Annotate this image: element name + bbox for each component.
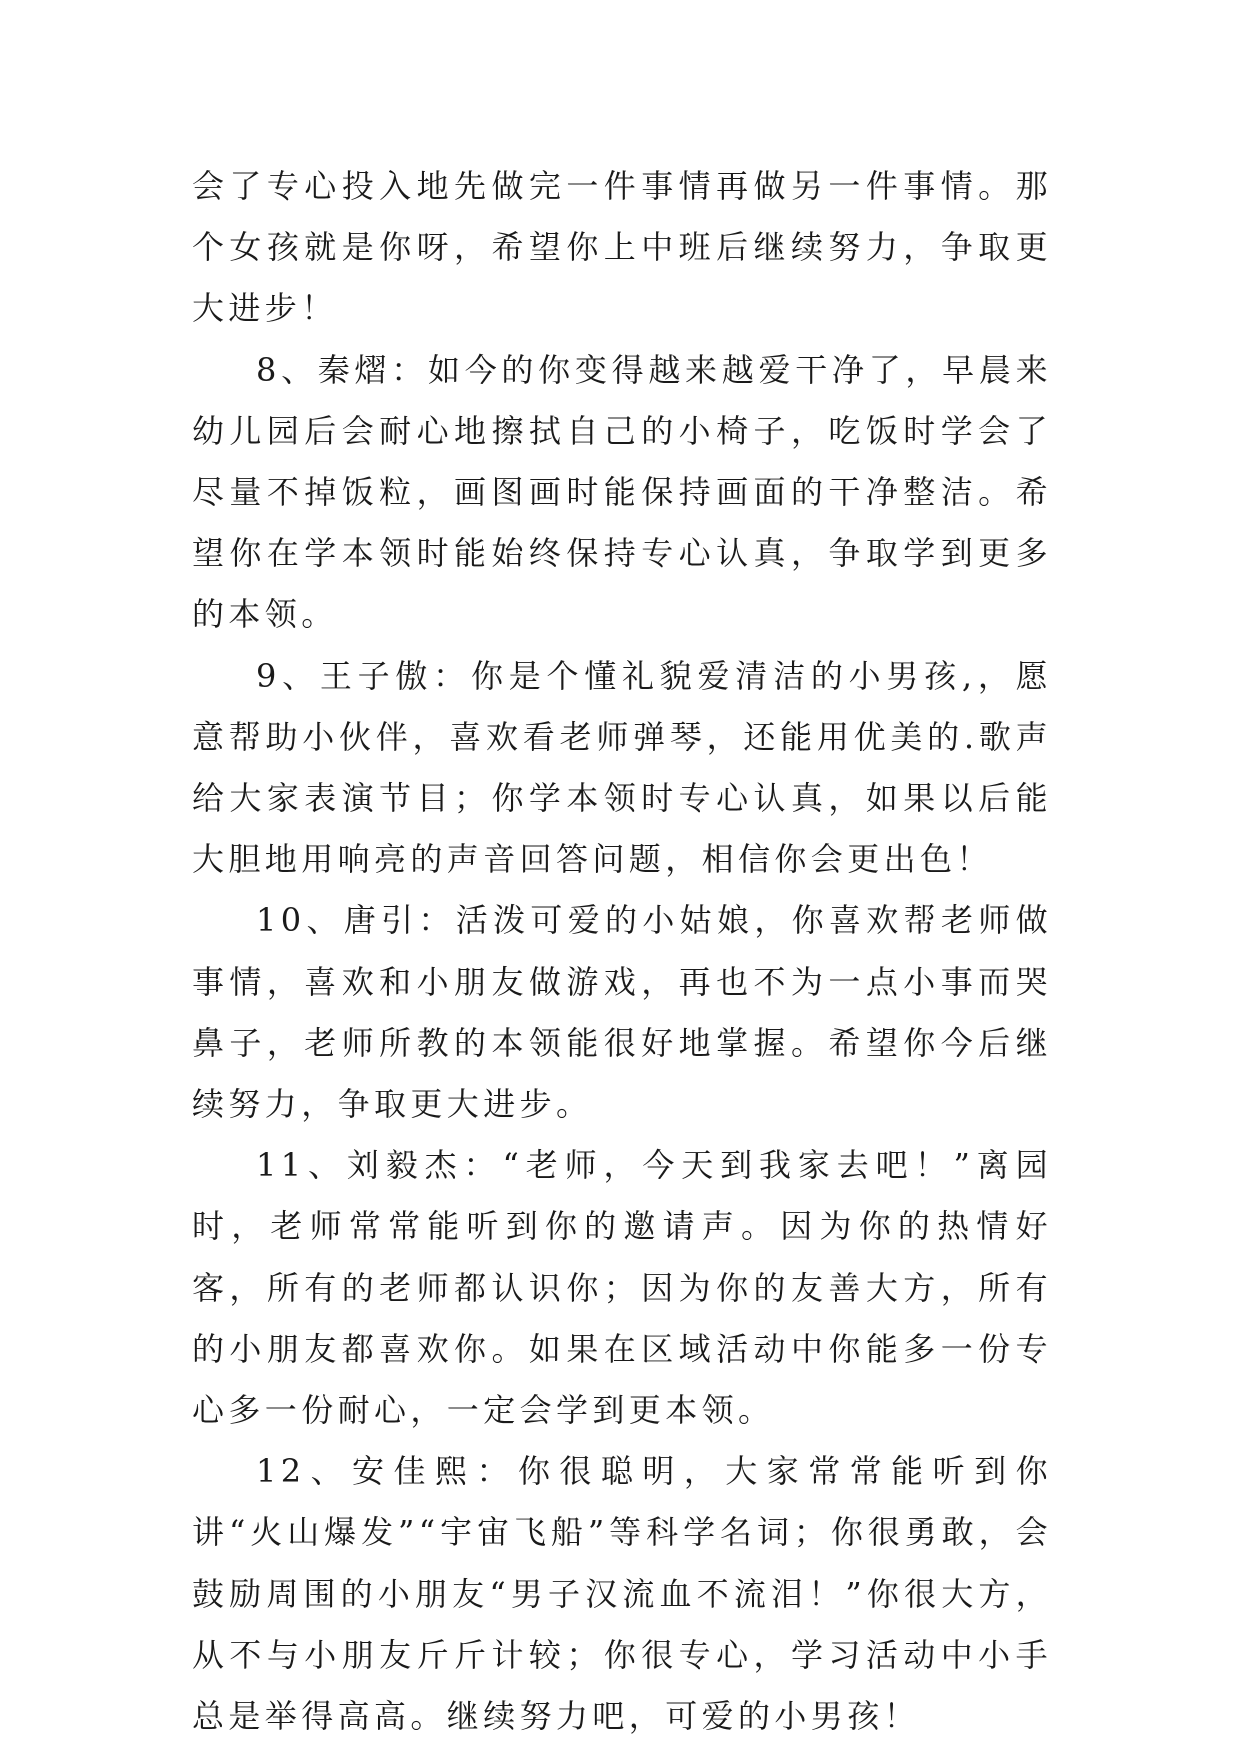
paragraph-item-9: 9、王子傲：你是个懂礼貌爱清洁的小男孩,，愿意帮助小伙伴，喜欢看老师弹琴，还能用优美的.歌声给大家表演节目；你学本领时专心认真，如果以后能大胆地用响亮的声音回答问题，相信你会更出色！ [192,656,1052,879]
paragraph-item-8: 8、秦熠：如今的你变得越来越爱干净了，早晨来幼儿园后会耐心地擦拭自己的小椅子，吃饭时学会了尽量不掉饭粒，画图画时能保持画面的干净整洁。希望你在学本领时能始终保持专心认真，争取学到更多的本领。 [192,350,1052,634]
paragraph-item-10: 10、唐引：活泼可爱的小姑娘，你喜欢帮老师做事情，喜欢和小朋友做游戏，再也不为一点小事而哭鼻子，老师所教的本领能很好地掌握。希望你今后继续努力，争取更大进步。 [192,901,1052,1124]
paragraph-item-12: 12、安佳熙：你很聪明，大家常常能听到你讲“火山爆发”“宇宙飞船”等科学名词；你很勇敢，会鼓励周围的小朋友“男子汉流血不流泪！”你很大方，从不与小朋友斤斤计较；你很专心，学习活动中小手总是举得高高。继续努力吧，可爱的小男孩！ [192,1452,1052,1736]
paragraph-item-11: 11、刘毅杰：“老师，今天到我家去吧！”离园时，老师常常能听到你的邀请声。因为你的热情好客，所有的老师都认识你；因为你的友善大方，所有的小朋友都喜欢你。如果在区域活动中你能多一份专心多一份耐心，一定会学到更本领。 [192,1146,1052,1430]
paragraph-continuation: 会了专心投入地先做完一件事情再做另一件事情。那个女孩就是你呀，希望你上中班后继续努力，争取更大进步！ [192,167,1052,328]
document-body [192,156,1052,1747]
